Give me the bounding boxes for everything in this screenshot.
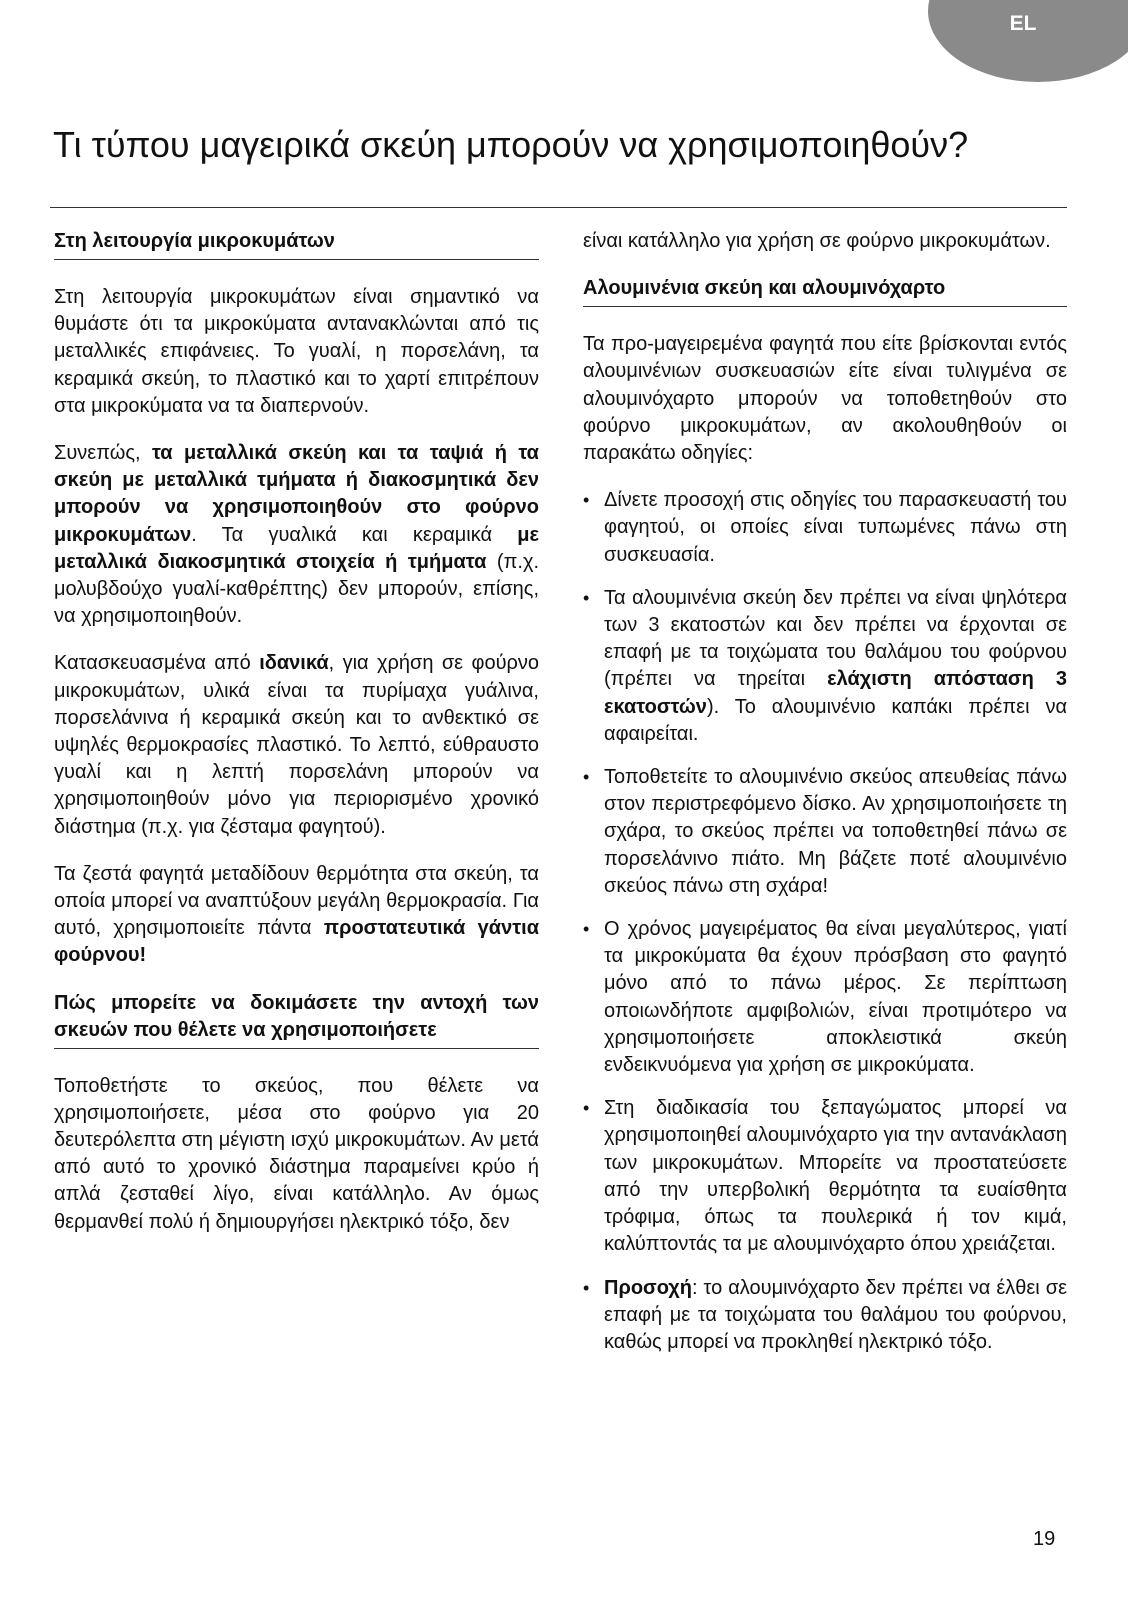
aluminium-guidelines-list [583, 487, 1067, 1356]
bold-run: ελάχιστη απόσταση 3 εκατοστών [604, 668, 1067, 718]
text-run: Τα αλουμινένια σκεύη δεν πρέπει να είναι ψηλότερα των 3 εκατοστών και δεν πρέπει να έρχονται σε επαφή με τα τοιχώματα του θαλάμου του φούρνου (πρέπει να τηρείται [604, 586, 1067, 691]
list-item: • Δίνετε προσοχή στις οδηγίες του παρασκευαστή του φαγητού, οι οποίες είναι τυπωμένες πάνω στη συσκευασία. [583, 487, 1067, 569]
paragraph-metal-cookware [54, 440, 539, 630]
bold-run: προστατευτικά γάντια φούρνου! [54, 917, 539, 967]
left-column [54, 228, 539, 1236]
page-number: 19 [1033, 1528, 1056, 1550]
list-item: • Στη διαδικασία του ξεπαγώματος μπορεί να χρησιμοποιηθεί αλουμινόχαρτο για την αντανάκλαση των μικροκυμάτων. Μπορείτε να προστατεύσετε από την υπερβολική θερμότητα τα ευαίσθητα τρόφιμα, όπως τα πουλερικά ή τον κιμά, καλύπτοντάς τα με αλουμινόχαρτο όπου χρειάζεται. [583, 1095, 1067, 1258]
list-item: • Ο χρόνος μαγειρέματος θα είναι μεγαλύτερος, γιατί τα μικροκύματα θα έχουν πρόσβαση στο φαγητό μόνο από το πάνω μέρος. Σε περίπτωση οποιωνδήποτε αμφιβολιών, είναι προτιμότερο να χρησιμοποιήσετε αποκλειστικά σκεύη ενδεικνυόμενα για χρήση σε μικροκύματα. [583, 916, 1067, 1079]
paragraph-continuation: είναι κατάλληλο για χρήση σε φούρνο μικροκυμάτων. [583, 230, 1051, 252]
page-title: Τι τύπου μαγειρικά σκεύη μπορούν να χρησιμοποιηθούν? [53, 124, 969, 165]
title-divider [50, 207, 1067, 208]
text-run: . Τα γυαλικά και κεραμικά [191, 523, 518, 546]
list-item [583, 1275, 1067, 1357]
section-heading-aluminium: Αλουμινένια σκεύη και αλουμινόχαρτο [583, 275, 1067, 307]
paragraph-microwave-reflection: Στη λειτουργία μικροκυμάτων είναι σημαντικό να θυμάστε ότι τα μικροκύματα αντανακλώνται από τις μεταλλικές επιφάνειες. Το γυαλί, η πορσελάνη, τα κεραμικά σκεύη, το πλαστικό και το χαρτί επιτρέπουν στα μικροκύματα να τα διαπερνούν. [54, 286, 539, 417]
text-run: (π.χ. μολυβδούχο γυαλί-καθρέπτης) δεν μπορούν, επίσης, να χρησιμοποιηθούν. [54, 550, 539, 628]
bold-run: με μεταλλικά διακοσμητικά στοιχεία ή τμήματα [54, 523, 539, 573]
paragraph-aluminium-intro: Τα προ-μαγειρεμένα φαγητά που είτε βρίσκονται εντός αλουμινένιων συσκευασιών είτε είναι τυλιγμένα σε αλουμινόχαρτο μπορούν να τοποθετηθούν στο φούρνο μικροκυμάτων, αν ακολουθηθούν οι παρακάτω οδηγίες: [583, 333, 1067, 465]
list-item: • Τοποθετείτε το αλουμινένιο σκεύος απευθείας πάνω στον περιστρεφόμενο δίσκο. Αν χρησιμοποιήσετε τη σχάρα, το σκεύος πρέπει να τοποθετηθεί πάνω σε πορσελάνινο πιάτο. Μη βάζετε ποτέ αλουμινένιο σκεύος πάνω στη σχάρα! [583, 764, 1067, 900]
text-run: : το αλουμινόχαρτο δεν πρέπει να έλθει σε επαφή με τα τοιχώματα του θαλάμου του φούρνου, καθώς μπορεί να προκληθεί ηλεκτρικό τόξο. [604, 1276, 1067, 1353]
paragraph-durability-test: Τοποθετήστε το σκεύος, που θέλετε να χρησιμοποιήσετε, μέσα στο φούρνο για 20 δευτερόλεπτα στη μέγιστη ισχύ μικροκυμάτων. Αν μετά από αυτό το χρονικό διάστημα παραμείνει κρύο ή απλά ζεσταθεί λίγο, είναι κατάλληλο. Αν όμως θερμανθεί πολύ ή δημιουργήσει ηλεκτρικό τόξο, δεν [54, 1074, 539, 1233]
bold-run: τα μεταλλικά σκεύη και τα ταψιά ή τα σκεύη με μεταλλικά τμήματα ή διακοσμητικά δεν μπορούν να χρησιμοποιηθούν στο φούρνο μικροκυμάτων [54, 442, 539, 546]
list-item [583, 585, 1067, 748]
section-heading-durability-test: Πώς μπορείτε να δοκιμάσετε την αντοχή των σκευών που θέλετε να χρησιμοποιήσετε [54, 990, 539, 1049]
language-label: EL [1009, 12, 1037, 35]
bold-run: Προσοχή [604, 1276, 692, 1299]
text-run: ). Το αλουμινένιο καπάκι πρέπει να αφαιρείται. [604, 695, 1067, 745]
text-run: Κατασκευασμένα από [54, 652, 260, 675]
text-run: , για χρήση σε φούρνο μικροκυμάτων, υλικά είναι τα πυρίμαχα γυάλινα, πορσελάνινα ή κεραμικά σκεύη και το ανθεκτικό σε υψηλές θερμοκρασίες πλαστικό. Το λεπτό, εύθραυστο γυαλί και η λεπτή πορσελάνη μπορούν να χρησιμοποιηθούν μόνο για περιορισμένο χρονικό διάστημα (π.χ. για ζέσταμα φαγητού). [54, 652, 540, 838]
text-run: Τα ζεστά φαγητά μεταδίδουν θερμότητα στα σκεύη, τα οποία μπορεί να αναπτύξουν μεγάλη θερμοκρασία. Για αυτό, χρησιμοποιείτε πάντα [54, 862, 539, 940]
paragraph-ideal-materials [54, 650, 539, 840]
paragraph-hot-food-warning [54, 861, 539, 970]
section-heading-microwave-mode: Στη λειτουργία μικροκυμάτων [54, 228, 539, 260]
bold-run: ιδανικά [259, 652, 329, 675]
text-run: Συνεπώς, [54, 442, 152, 465]
right-column [583, 228, 1067, 1372]
